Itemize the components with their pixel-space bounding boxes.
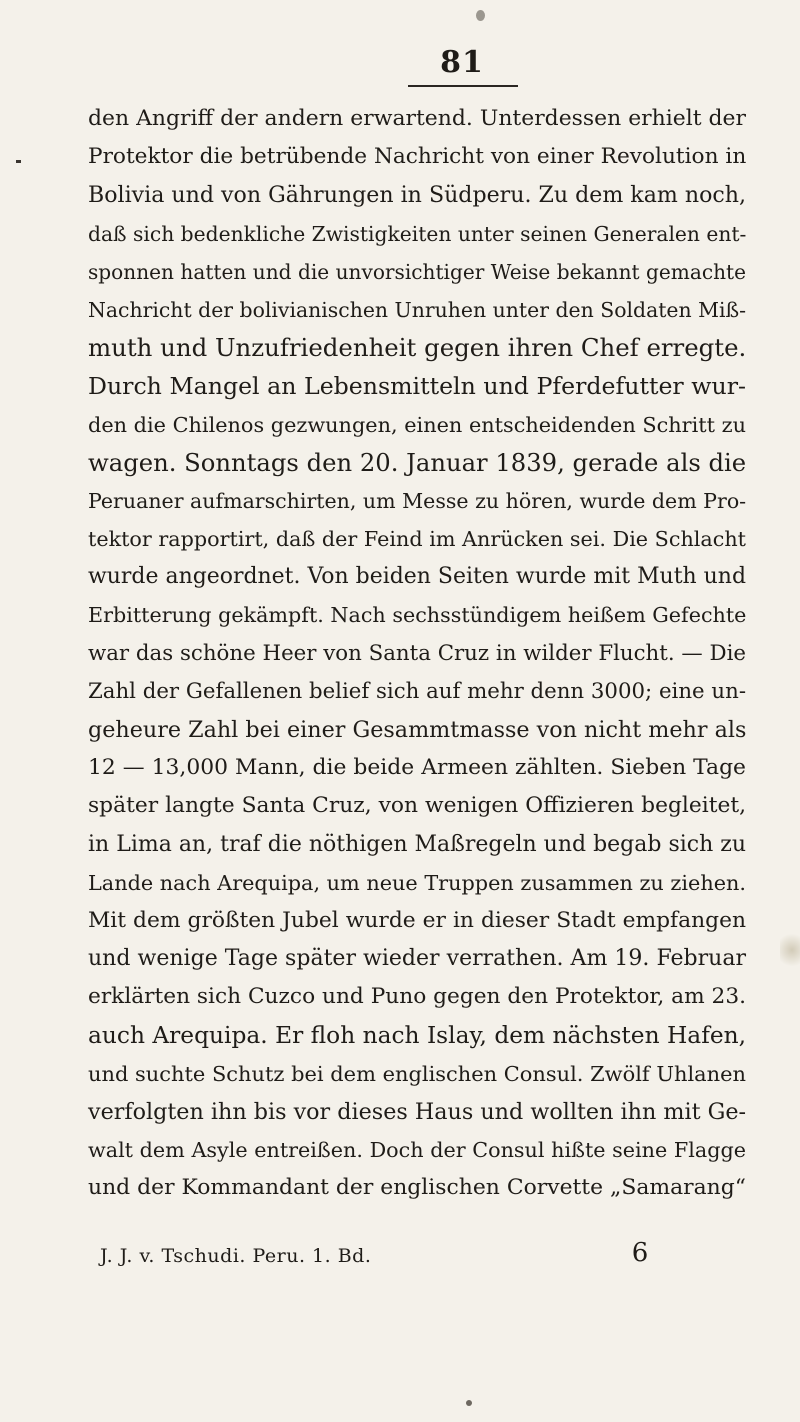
signature-mark: 6 (631, 1238, 649, 1268)
text-line: tektor rapportirt, daß der Feind im Anrücken sei. Die Schlacht (88, 527, 746, 552)
margin-mark (16, 160, 21, 163)
text-line: Erbitterung gekämpft. Nach sechsstündigem heißem Gefechte (88, 603, 747, 628)
text-line: daß sich bedenkliche Zwistigkeiten unter seinen Generalen ent- (88, 221, 747, 246)
text-line: sponnen hatten und die unvorsichtiger Weise bekannt gemachte (88, 259, 746, 284)
text-line: und suchte Schutz bei dem englischen Consul. Zwölf Uhlanen (88, 1061, 746, 1086)
page-stain (780, 930, 800, 970)
text-line: geheure Zahl bei einer Gesammtmasse von nicht mehr als (88, 717, 747, 743)
text-line: auch Arequipa. Er floh nach Islay, dem nächsten Hafen, (88, 1021, 747, 1049)
text-line: und wenige Tage später wieder verrathen. Am 19. Februar (88, 946, 746, 972)
header-rule (408, 85, 518, 87)
page-number: 81 (440, 45, 484, 80)
text-line: war das schöne Heer von Santa Cruz in wilder Flucht. — Die (88, 640, 746, 666)
text-line: Protektor die betrübende Nachricht von einer Revolution in (88, 144, 747, 170)
text-line: Zahl der Gefallenen belief sich auf mehr denn 3000; eine un- (88, 678, 746, 704)
text-line: Durch Mangel an Lebensmitteln und Pferdefutter wur- (88, 372, 746, 401)
text-line: Lande nach Arequipa, um neue Truppen zusammen zu ziehen. (88, 870, 746, 895)
running-footer: J. J. v. Tschudi. Peru. 1. Bd. (100, 1245, 372, 1267)
text-line: 12 — 13,000 Mann, die beide Armeen zählten. Sieben Tage (88, 755, 746, 781)
text-line: den die Chilenos gezwungen, einen entscheidenden Schritt zu (88, 412, 746, 437)
text-line: erklärten sich Cuzco und Puno gegen den Protektor, am 23. (88, 984, 746, 1010)
text-line: Peruaner aufmarschirten, um Messe zu hören, wurde dem Pro- (88, 488, 747, 513)
body-text (88, 100, 746, 1207)
text-line: Nachricht der bolivianischen Unruhen unter den Soldaten Miß- (88, 297, 747, 322)
text-line: und der Kommandant der englischen Corvette „Samarang“ (88, 1175, 746, 1201)
text-line: walt dem Asyle entreißen. Doch der Consul hißte seine Flagge (88, 1138, 746, 1163)
ink-speck (476, 10, 485, 21)
text-line: muth und Unzufriedenheit gegen ihren Chef erregte. (88, 333, 747, 363)
text-line: in Lima an, traf die nöthigen Maßregeln und begab sich zu (88, 831, 746, 857)
text-line: Bolivia und von Gährungen in Südperu. Zu dem kam noch, (88, 182, 746, 209)
text-line: den Angriff der andern erwartend. Unterdessen erhielt der (88, 106, 746, 131)
text-line: verfolgten ihn bis vor dieses Haus und wollten ihn mit Ge- (88, 1098, 747, 1125)
ink-speck-bottom (466, 1400, 472, 1406)
text-line: Mit dem größten Jubel wurde er in dieser Stadt empfangen (88, 907, 746, 933)
text-line: wagen. Sonntags den 20. Januar 1839, gerade als die (88, 447, 747, 477)
text-line: wurde angeordnet. Von beiden Seiten wurde mit Muth und (88, 564, 746, 590)
text-line: später langte Santa Cruz, von wenigen Offizieren begleitet, (88, 793, 746, 819)
